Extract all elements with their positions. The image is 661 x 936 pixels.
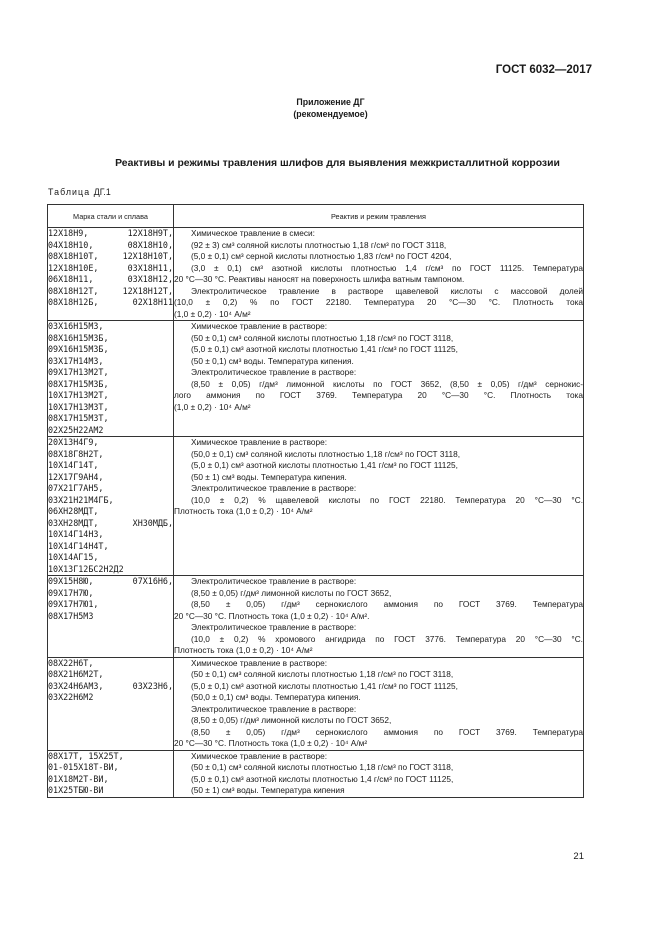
steel-grades-cell [48, 321, 174, 437]
steel-grade-line [48, 518, 173, 530]
reagent-text-line: (50 ± 0,1) см³ воды. Температура кипения. [191, 355, 354, 366]
table-row [48, 228, 584, 321]
reagent-text-line: Электролитическое травление в растворе щавелевой кислоты с массовой долей [191, 285, 583, 296]
steel-grades-cell [48, 657, 174, 750]
reagent-cell [174, 228, 584, 321]
document-code: ГОСТ 6032—2017 [495, 64, 592, 76]
steel-grade: 10Х14Г14Т, [48, 460, 99, 470]
steel-grade: 01-015Х18Т-ВИ, [48, 762, 119, 772]
table-body [48, 228, 584, 798]
reagent-text-line: лого аммония по ГОСТ 3769. Температура 20 °С—30 °С. Плотность тока [174, 390, 583, 400]
steel-grade: 03Х18Н11, [127, 262, 173, 273]
steel-grade-line [48, 564, 173, 576]
table-row [48, 321, 584, 437]
steel-grade-line [48, 297, 173, 309]
reagent-text-line: Электролитическое травление в растворе: [191, 367, 357, 377]
steel-grade: 10Х14АГ15, [48, 552, 99, 562]
reagent-text-line: (5,0 ± 0,1) см³ азотной кислоты плотностью 1,41 г/см³ по ГОСТ 11125, [191, 680, 458, 691]
steel-grade: 10Х14Г14Н4Т, [48, 540, 109, 551]
steel-grade: 12Х18Н10Е, [48, 262, 99, 273]
reagent-text-line: (8,50 ± 0,05) г/дм³ сернокислого аммония по ГОСТ 3769. Температура [191, 726, 583, 737]
steel-grade-line [48, 251, 173, 263]
reagent-cell [174, 750, 584, 797]
reagent-text-line: (50,0 ± 0,1) см³ соляной кислоты плотностью 1,18 г/см³ по ГОСТ 3118, [191, 448, 461, 459]
reagent-text-line: (50 ± 0,1) см³ соляной кислоты плотностью 1,18 г/см³ по ГОСТ 3118, [191, 762, 454, 772]
reagent-text-line: (92 ± 3) см³ соляной кислоты плотностью 1,18 г/см³ по ГОСТ 3118, [191, 239, 447, 250]
reagent-text-line: (50,0 ± 0,1) см³ воды. Температура кипения. [191, 692, 361, 702]
reagent-text-line: (1,0 ± 0,2) · 10⁴ А/м² [174, 308, 251, 319]
steel-grade: 12Х17Г9АН4, [48, 471, 104, 482]
steel-grade: 03Х24Н6АМ3, [48, 680, 104, 691]
steel-grade: 10Х14Г14Н3, [48, 529, 104, 539]
steel-grade-line [48, 774, 173, 786]
steel-grade-line [48, 286, 173, 298]
reagent-text-line: (1,0 ± 0,2) · 10⁴ А/м² [174, 401, 251, 412]
steel-grade: 03Х21Н21М4ГБ, [48, 494, 114, 505]
steel-grade-line [48, 356, 173, 368]
steel-grade: 08Х17Н15М3Б, [48, 378, 109, 389]
steel-grade: 01Х18М2Т-ВИ, [48, 773, 109, 784]
steel-grade-line [48, 588, 173, 600]
reagent-text-line: (10,0 ± 0,2) % хромового ангидрида по ГОСТ 3776. Температура 20 °С—30 °С. [191, 633, 583, 644]
steel-grade: 12Х18Н9, [48, 228, 89, 238]
reagent-cell [174, 321, 584, 437]
reagent-text-line: (5,0 ± 0,1) см³ азотной кислоты плотностью 1,41 г/см³ по ГОСТ 11125, [191, 460, 458, 470]
steel-grade: 09Х17Н13М2Т, [48, 367, 109, 377]
steel-grade: 08Х22Н6Т, [48, 657, 94, 668]
steel-grade: 08Х18Н12Т, [48, 285, 99, 296]
appendix-title: Приложение ДГ [296, 97, 365, 107]
table-row [48, 576, 584, 658]
table-caption-word: Таблица [48, 187, 91, 197]
steel-grade: 03Х22Н6М2 [48, 692, 94, 702]
steel-grade-line [48, 379, 173, 391]
steel-grade-line [48, 449, 173, 461]
reagent-text-line: Электролитическое травление в растворе: [191, 622, 357, 632]
table-row [48, 437, 584, 576]
steel-grade-line [48, 529, 173, 541]
reagent-cell [174, 437, 584, 576]
steel-grade: 10Х17Н13М2Т, [48, 390, 109, 400]
table-row [48, 657, 584, 750]
steel-grade-line [48, 576, 173, 588]
steel-grade: 12Х18Н12Т, [122, 285, 173, 296]
steel-grade-line [48, 552, 173, 564]
reagent-text-line: Химическое травление в растворе: [191, 750, 328, 761]
reagent-text-line: (3,0 ± 0,1) см³ азотной кислоты плотностью 1,4 г/см³ по ГОСТ 11125. Температура [191, 262, 583, 273]
steel-grade: 09Х17Н7Ю1, [48, 599, 99, 609]
steel-grade-line [48, 611, 173, 623]
reagent-text-line: (5,0 ± 0,1) см³ азотной кислоты плотностью 1,41 г/см³ по ГОСТ 11125, [191, 344, 458, 354]
steel-grade: 08Х17Т, 15Х25Т, [48, 750, 124, 761]
steel-grade-line [48, 460, 173, 472]
steel-grade-line [48, 402, 173, 414]
table-caption [48, 187, 111, 197]
steel-grades-cell [48, 750, 174, 797]
reagent-text-line: 20 °С—30 °С. Реактивы наносят на поверхность шлифа ватным тампоном. [174, 274, 465, 284]
reagent-cell [174, 657, 584, 750]
steel-grade: 03Х16Н15М3, [48, 321, 104, 331]
steel-grade: 07Х16Н6, [132, 576, 173, 586]
steel-grades-cell [48, 228, 174, 321]
steel-grade: ХН30МДБ, [132, 517, 173, 528]
reagent-text-line: 20 °С—30 °С. Плотность тока (1,0 ± 0,2) · 10⁴ А/м² [174, 738, 368, 748]
steel-grade: 03Х18Н12, [127, 274, 173, 284]
steel-grade-line [48, 437, 173, 449]
steel-grade: 06ХН28МДТ, [48, 506, 99, 516]
steel-grade: 07Х21Г7АН5, [48, 483, 104, 493]
reagent-text-line: (8,50 ± 0,05) г/дм³ лимонной кислоты по ГОСТ 3652, [191, 587, 392, 598]
reagent-text-line: (50 ± 1) см³ воды. Температура кипения. [191, 471, 347, 482]
column-header-steel: Марка стали и сплава [48, 205, 174, 228]
steel-grade-line [48, 751, 173, 763]
appendix-subtitle: (рекомендуемое) [293, 109, 368, 119]
table-header-row [48, 205, 584, 228]
reagent-text-line: Электролитическое травление в растворе: [191, 576, 357, 586]
steel-grade: 20Х13Н4Г9, [48, 437, 99, 447]
reagent-text-line: (50 ± 0,1) см³ соляной кислоты плотностью 1,18 г/см³ по ГОСТ 3118, [191, 332, 454, 343]
steel-grade: 03Х23Н6, [132, 680, 173, 691]
steel-grade-line [48, 495, 173, 507]
reagent-text-line: Электролитическое травление в растворе: [191, 483, 357, 493]
reagent-text-line: (50 ± 0,1) см³ соляной кислоты плотностью 1,18 г/см³ по ГОСТ 3118, [191, 669, 454, 679]
steel-grade: 10Х17Н13М3Т, [48, 401, 109, 412]
steel-grade-line [48, 681, 173, 693]
steel-grade: 09Х16Н15М3Б, [48, 344, 109, 354]
reagent-text-line: Электролитическое травление в растворе: [191, 703, 357, 714]
steel-grade: 08Х21Н6М2Т, [48, 669, 104, 679]
reagent-text-line: (5,0 ± 0,1) см³ серной кислоты плотностью 1,83 г/см³ по ГОСТ 4204, [191, 251, 452, 261]
reagent-text-line: Химическое травление в растворе: [191, 657, 328, 668]
reagent-text-line: Химическое травление в смеси: [191, 228, 315, 238]
steel-grade-line [48, 344, 173, 356]
steel-grade-line [48, 333, 173, 345]
steel-grade: 08Х17Н15М3Т, [48, 413, 109, 423]
page-number: 21 [573, 851, 584, 862]
reagent-text-line: (8,50 ± 0,05) г/дм³ лимонной кислоты по ГОСТ 3652, (8,50 ± 0,05) г/дм³ сернокис- [191, 378, 583, 389]
steel-grade: 09Х17Н7Ю, [48, 587, 94, 598]
steel-grade: 08Х18Г8Н2Т, [48, 448, 104, 459]
steel-grade: 06Х18Н11, [48, 274, 94, 284]
steel-grade-line [48, 390, 173, 402]
steel-grades-cell [48, 437, 174, 576]
steel-grade-line [48, 658, 173, 670]
reagent-text-line: Плотность тока (1,0 ± 0,2) · 10⁴ А/м² [174, 506, 313, 516]
table-caption-number: ДГ.1 [93, 187, 111, 197]
steel-grade-line [48, 541, 173, 553]
steel-grade-line [48, 274, 173, 286]
steel-grade: 08Х18Н10, [127, 239, 173, 250]
steel-grade: 08Х18Н12Б, [48, 297, 99, 307]
steel-grade-line [48, 762, 173, 774]
steel-grade: 08Х16Н15М3Б, [48, 332, 109, 343]
reagent-text-line: (8,50 ± 0,05) г/дм³ лимонной кислоты по ГОСТ 3652, [191, 715, 392, 725]
reagent-text-line: (5,0 ± 0,1) см³ азотной кислоты плотностью 1,4 г/см³ по ГОСТ 11125, [191, 773, 454, 784]
steel-grade-line [48, 692, 173, 704]
reagent-text-line: Плотность тока (1,0 ± 0,2) · 10⁴ А/м² [174, 645, 313, 655]
steel-grade: 03ХН28МДТ, [48, 517, 99, 528]
steel-grade-line [48, 785, 173, 797]
steel-grade: 10Х13Г12БС2Н2Д2 [48, 563, 124, 574]
steel-grade-line [48, 599, 173, 611]
reagent-text-line: (10,0 ± 0,2) % щавелевой кислоты по ГОСТ 22180. Температура 20 °С—30 °С. [191, 494, 583, 505]
steel-grade: 12Х18Н9Т, [127, 228, 173, 238]
steel-grade: 08Х17Н5М3 [48, 610, 94, 621]
section-heading: Реактивы и режимы травления шлифов для выявления межкристаллитной коррозии [115, 158, 560, 169]
reagent-text-line: Химическое травление в растворе: [191, 437, 328, 447]
steel-grade-line [48, 367, 173, 379]
steel-grade-line [48, 472, 173, 484]
steel-grade: 08Х18Н10Т, [48, 251, 99, 261]
steel-grade: 09Х15Н8Ю, [48, 576, 94, 586]
reagent-text-line: (50 ± 1) см³ воды. Температура кипения [191, 785, 345, 795]
steel-grade-line [48, 483, 173, 495]
steel-grade-line [48, 228, 173, 240]
reagent-text-line: 20 °С—30 °С. Плотность тока (1,0 ± 0,2) · 10⁴ А/м². [174, 610, 370, 621]
steel-grade: 02Х25Н22АМ2 [48, 424, 104, 435]
steel-grade: 12Х18Н10Т, [122, 251, 173, 261]
column-header-reagent: Реактив и режим травления [174, 205, 584, 228]
steel-grade: 04Х18Н10, [48, 239, 94, 250]
steel-grade-line [48, 321, 173, 333]
steel-grade-line [48, 669, 173, 681]
reagents-table [47, 204, 584, 798]
steel-grade-line [48, 506, 173, 518]
reagent-text-line: Химическое травление в растворе: [191, 321, 328, 331]
steel-grade-line [48, 263, 173, 275]
steel-grade-line [48, 425, 173, 437]
table-row [48, 750, 584, 797]
steel-grade: 01Х25ТБЮ-ВИ [48, 785, 104, 795]
reagent-text-line: (8,50 ± 0,05) г/дм³ сернокислого аммония по ГОСТ 3769. Температура [191, 599, 583, 609]
steel-grade-line [48, 413, 173, 425]
steel-grade: 02Х18Н11 [132, 297, 173, 307]
steel-grades-cell [48, 576, 174, 658]
reagent-text-line: (10,0 ± 0,2) % по ГОСТ 22180. Температура 20 °С—30 °С. Плотность тока [174, 297, 583, 307]
steel-grade-line [48, 240, 173, 252]
steel-grade: 03Х17Н14М3, [48, 355, 104, 366]
reagent-cell [174, 576, 584, 658]
